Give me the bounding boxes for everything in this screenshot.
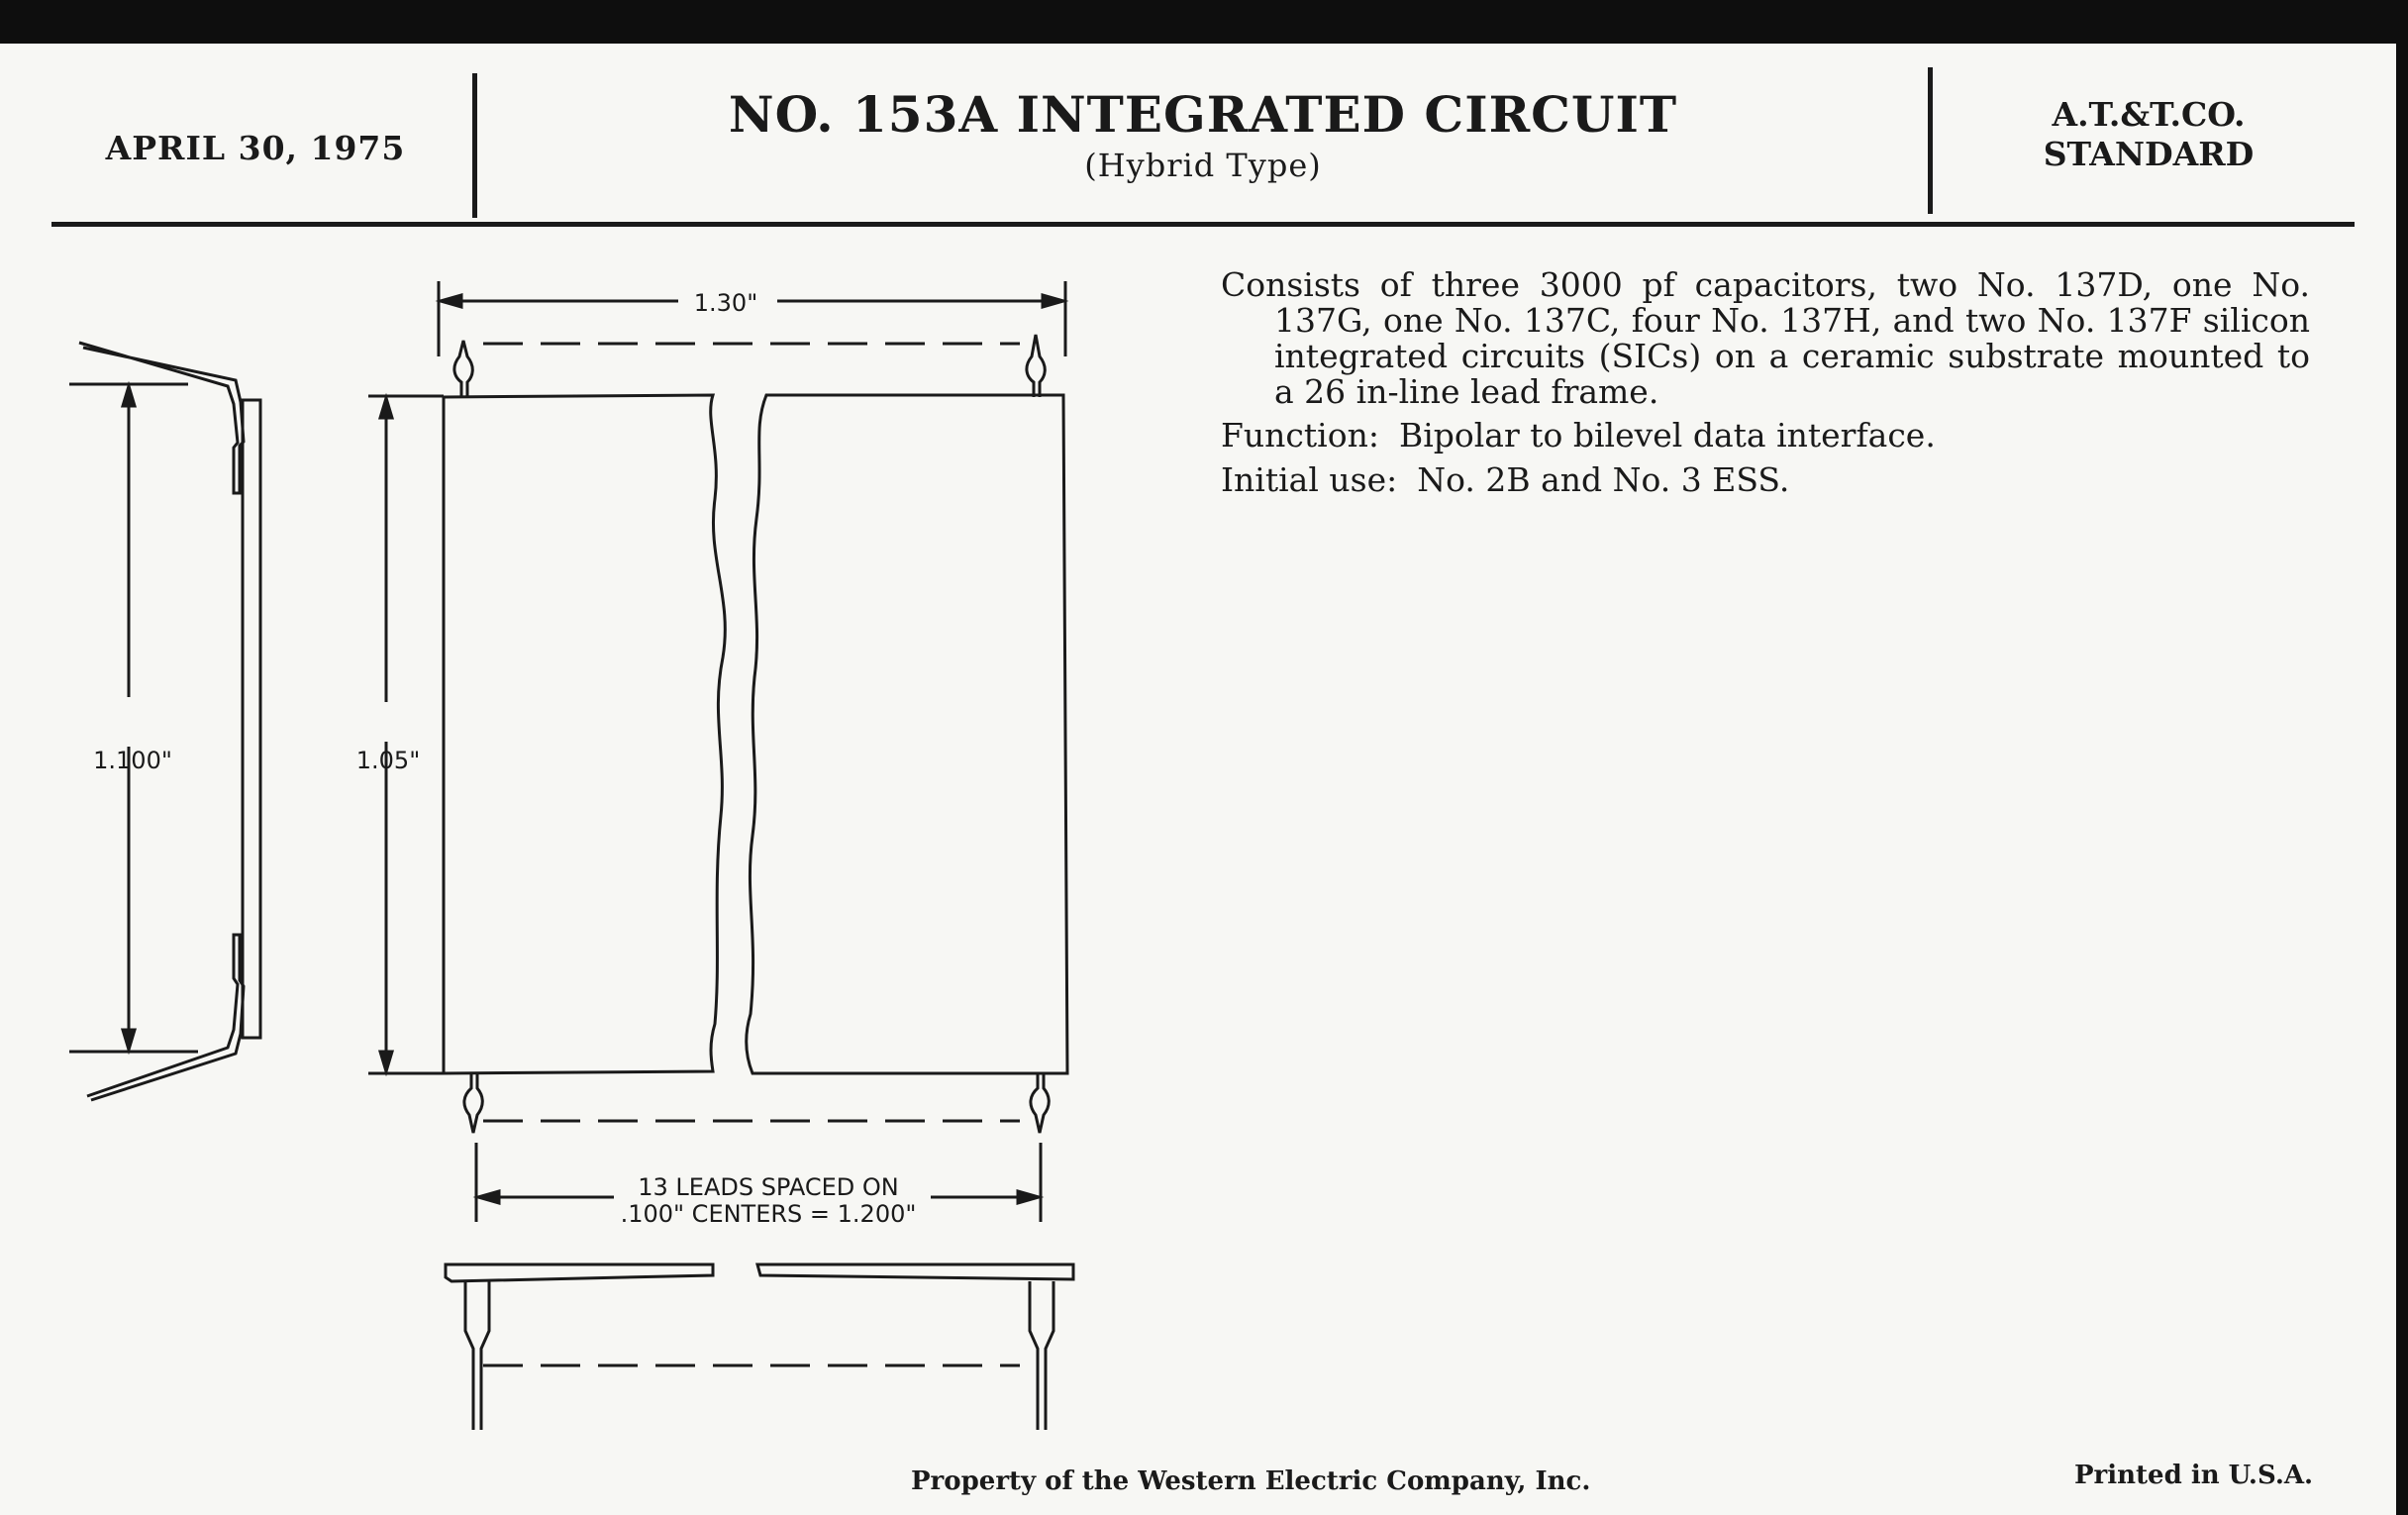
- side-view-outline: [69, 343, 260, 1100]
- side-height-dimension-label: 1.100": [93, 747, 172, 774]
- property-notice: Property of the Western Electric Company, Inc.: [911, 1466, 1591, 1496]
- width-dimension-label: 1.30": [693, 289, 758, 317]
- page-title: NO. 153A INTEGRATED CIRCUIT: [728, 85, 1678, 144]
- bottom-lead-centerline: [464, 1073, 1049, 1133]
- front-height-dimension-label: 1.05": [355, 747, 421, 774]
- initial-use-label: Initial use:: [1221, 460, 1398, 499]
- front-height-dimension-line: [368, 396, 444, 1073]
- initial-use-value: No. 2B and No. 3 ESS.: [1417, 460, 1790, 499]
- initial-use-row: [1221, 460, 2310, 499]
- issue-date: APRIL 30, 1975: [105, 129, 406, 167]
- function-label: Function:: [1221, 416, 1379, 454]
- side-height-dimension-line: [123, 386, 135, 1050]
- header-divider-right: [1928, 67, 1933, 214]
- function-value: Bipolar to bilevel data interface.: [1398, 416, 1936, 454]
- page-subtitle: (Hybrid Type): [1084, 147, 1322, 184]
- printed-notice: Printed in U.S.A.: [2074, 1461, 2314, 1490]
- top-lead-centerline: [454, 335, 1045, 397]
- package-drawing: [0, 44, 1129, 1430]
- standard-org: A.T.&T.CO.: [2052, 95, 2246, 134]
- spec-card: [0, 44, 2396, 1515]
- standard-label: STANDARD: [2043, 135, 2255, 173]
- edge-view-outline: [446, 1264, 1073, 1430]
- lead-spacing-label-line1: 13 LEADS SPACED ON: [638, 1173, 899, 1201]
- description: [1221, 267, 2310, 505]
- composition-text: Consists of three 3000 pf capacitors, two No. 137D, one No. 137G, one No. 137C, four No. 137H, and two No. 137F silicon integrated circuits (SICs) on a ceramic substrate mounted to a 26 in-line lead frame.: [1221, 265, 2310, 411]
- lead-spacing-label-line2: .100" CENTERS = 1.200": [620, 1200, 917, 1228]
- front-view-outline: [444, 395, 1067, 1073]
- function-row: [1221, 416, 2310, 454]
